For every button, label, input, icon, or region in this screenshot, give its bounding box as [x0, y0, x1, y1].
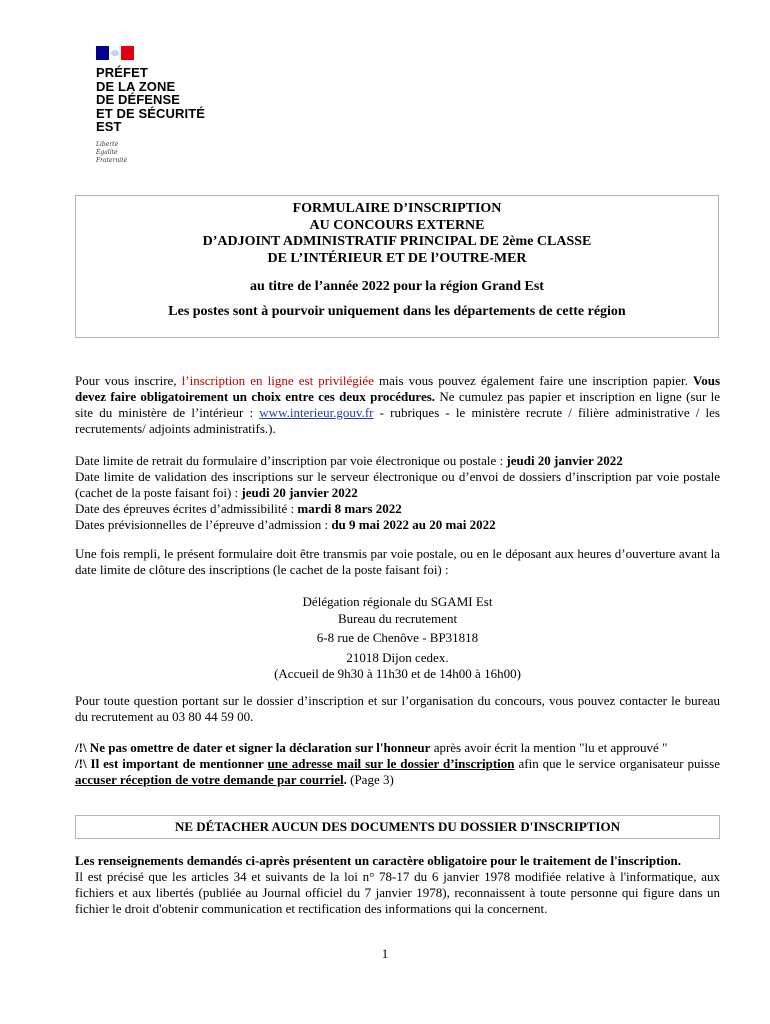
title-line: AU CONCOURS EXTERNE: [309, 217, 485, 233]
date-label: Date des épreuves écrites d’admissibilité :: [75, 501, 298, 516]
date-value: mardi 8 mars 2022: [297, 501, 402, 516]
title-year: au titre de l’année 2022 pour la région Grand Est: [250, 279, 544, 294]
intro-text: mais vous pouvez également faire une inscription papier.: [373, 373, 694, 388]
title-box: [75, 195, 719, 338]
warning-underlined-text: accuser réception de votre demande par courriel: [75, 772, 344, 787]
republic-motto: [96, 141, 236, 165]
warning-text: .: [343, 772, 347, 787]
intro-text: - rubriques - le ministère recrute / filière administrative / les recrutements/ adjoints administratifs.).: [75, 405, 720, 436]
address-line: (Accueil de 9h30 à 11h30 et de 14h00 à 16h00): [274, 666, 521, 681]
online-preferred-text: l’inscription en ligne est privilégiée: [181, 373, 374, 388]
flag-blue-band: [96, 46, 109, 60]
address-line: 21018 Dijon cedex.: [346, 649, 449, 665]
prefecture-name-line: PRÉFET: [96, 65, 148, 80]
intro-text: Pour vous inscrire,: [75, 373, 182, 388]
date-value: du 9 mai 2022 au 20 mai 2022: [331, 517, 496, 532]
intro-text: Ne cumulez pas papier et inscription en ligne (sur le site du ministère de l’intérieur :: [75, 389, 720, 420]
transmission-text: Une fois rempli, le présent formulaire doit être transmis par voie postale, ou en le déposant aux heures d’ouverture avant la date limite de clôture des inscriptions (le cachet de la poste faisant foi) :: [75, 546, 720, 577]
prefecture-name-line: DE DÉFENSE: [96, 92, 181, 107]
interieur-gouv-link[interactable]: www.interieur.gouv.fr: [259, 405, 374, 420]
warning-bold-text: /!\ Il est important de mentionner: [75, 756, 268, 771]
prefecture-name-line: ET DE SÉCURITÉ: [96, 105, 206, 121]
date-label: Date limite de retrait du formulaire d’inscription par voie électronique ou postale :: [75, 453, 507, 468]
warning-text: après avoir écrit la mention "lu et approuvé ": [430, 740, 668, 755]
motto-line: Liberté: [96, 140, 119, 148]
no-detach-banner: [75, 815, 720, 839]
intro-paragraph: [75, 373, 720, 437]
prefecture-name: [96, 66, 236, 134]
flag-white-band: [109, 46, 121, 60]
page-number: 1: [381, 946, 389, 961]
title-line: D’ADJOINT ADMINISTRATIF PRINCIPAL DE 2ème CLASSE: [202, 234, 592, 249]
date-value: jeudi 20 janvier 2022: [241, 485, 358, 500]
privacy-text: Il est précisé que les articles 34 et suivants de la loi n° 78-17 du 6 janvier 1978 modifiée relative à l'informatique, aux fichiers et aux libertés (publiée au Journal officiel du 7 janvier 1978), reconnaissent à toute personne qui figure dans un fichier le droit d'obtenir communication et rectification des informations qui la concernent.: [75, 869, 720, 916]
privacy-bold-text: Les renseignements demandés ci-après présentent un caractère obligatoire pour le traitement de l'inscription.: [75, 853, 681, 868]
prefecture-name-line: DE LA ZONE: [96, 78, 176, 94]
warning-bold-text: /!\ Ne pas omettre de dater et signer la déclaration sur l'honneur: [75, 740, 431, 755]
title-line: FORMULAIRE D’INSCRIPTION: [292, 201, 502, 216]
address-line: Bureau du recrutement: [337, 610, 458, 626]
warning-text: afin que le service organisateur puisse: [514, 756, 720, 771]
no-detach-text: NE DÉTACHER AUCUN DES DOCUMENTS DU DOSSIER D'INSCRIPTION: [174, 819, 621, 834]
address-block: [75, 594, 720, 683]
date-label: Date limite de validation des inscriptions sur le serveur électronique ou d’envoi de dossiers d’inscription par voie postale (cachet de la poste faisant foi) :: [75, 469, 720, 500]
date-value: jeudi 20 janvier 2022: [506, 453, 623, 468]
intro-bold-text: Vous devez faire obligatoirement un choix entre ces deux procédures.: [75, 373, 720, 404]
warning-page-ref: (Page 3): [346, 772, 394, 787]
contact-text: Pour toute question portant sur le dossier d’inscription et sur l’organisation du concours, vous pouvez contacter le bureau du recrutement au 03 80 44 59 00.: [75, 693, 720, 724]
date-label: Dates prévisionnelles de l’épreuve d’admission :: [75, 517, 332, 532]
transmission-paragraph: [75, 546, 720, 578]
address-line: 6-8 rue de Chenôve - BP31818: [316, 630, 479, 645]
warning-underlined-text: une adresse mail sur le dossier d’inscription: [267, 756, 515, 771]
contact-paragraph: [75, 693, 720, 725]
warnings-block: [75, 740, 720, 788]
prefecture-logo: [96, 46, 236, 165]
privacy-paragraph: [75, 853, 720, 917]
marianne-flag-icon: [96, 46, 134, 60]
title-postes: Les postes sont à pourvoir uniquement dans les départements de cette région: [168, 304, 626, 319]
prefecture-name-line: EST: [96, 119, 122, 134]
motto-line: Égalité: [96, 148, 118, 156]
address-line: Délégation régionale du SGAMI Est: [302, 594, 493, 609]
dates-block: [75, 453, 720, 533]
motto-line: Fraternité: [96, 156, 128, 164]
flag-red-band: [121, 46, 134, 60]
title-line: DE L’INTÉRIEUR ET DE l’OUTRE-MER: [267, 250, 527, 266]
